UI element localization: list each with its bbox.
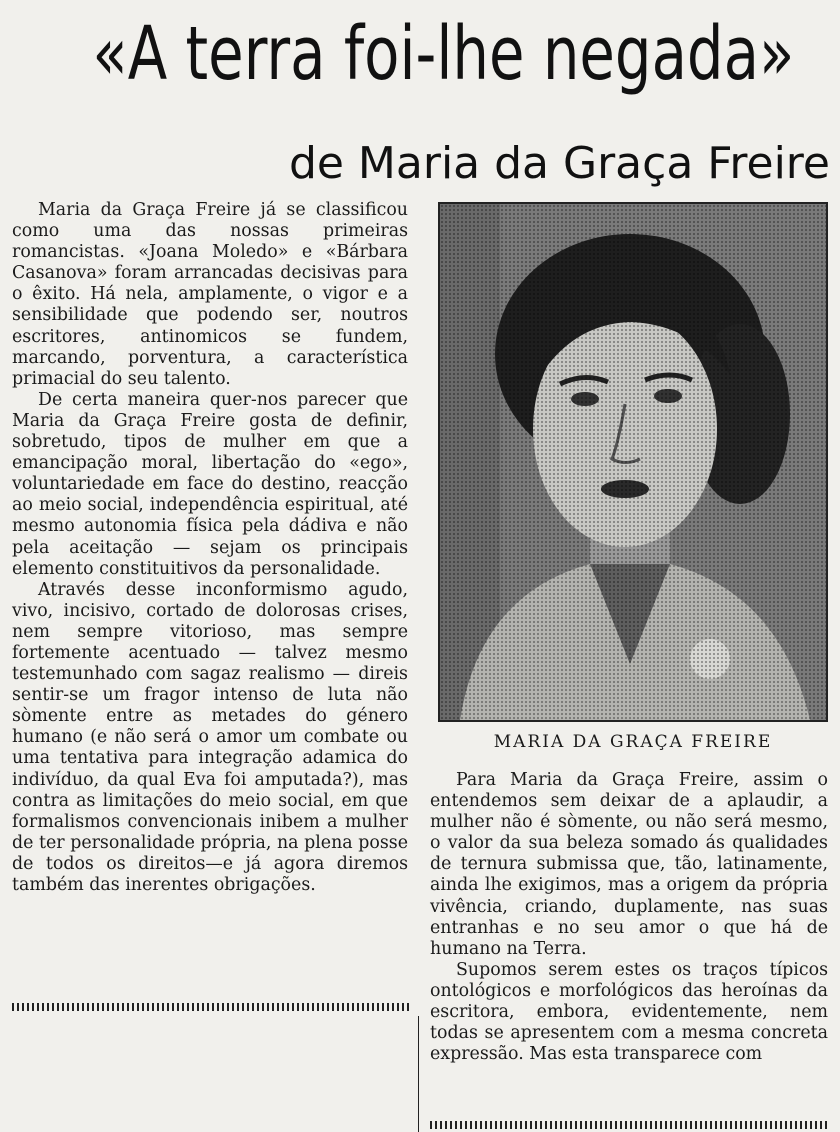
page-bottom-rule — [430, 1121, 828, 1129]
subheadline: de Maria da Graça Freire — [288, 138, 830, 189]
headline: «A terra foi-lhe negada» — [92, 11, 795, 97]
left-paragraph-2: De certa maneira quer-nos parecer que Maria da Graça Freire gosta de definir, sobretudo, tipos de mulher em que a emancipação moral, libertação do «ego», voluntariedade em face do destino, reacção ao meio social, independência espiritual, até mesmo autonomia física pela dádiva e não pela aceitação — sejam os principais elemento constituitivos da personalidade. — [12, 389, 408, 579]
left-paragraph-1: Maria da Graça Freire já se classificou como uma das nossas primeiras romancistas. «Joana Moledo» e «Bárbara Casanova» foram arrancadas decisivas para o êxito. Há nela, amplamente, o vigor e a sensibilidade que podendo ser, noutros escritores, antinomicos se fundem, marcando, porventura, a característica primacial do seu talento. — [12, 200, 408, 389]
right-column — [430, 770, 828, 1065]
column-end-rule — [12, 1003, 412, 1011]
photo-caption: MARIA DA GRAÇA FREIRE — [493, 732, 773, 752]
right-paragraph-1: Para Maria da Graça Freire, assim o entendemos sem deixar de a aplaudir, a mulher não é sòmente, ou não será mesmo, o valor da sua beleza somado ás qualidades de ternura submissa que, tão, latinamente, ainda lhe exigimos, mas a origem da própria vivência, criando, duplamente, nas suas entranhas e no seu amor o que há de humano na Terra. — [430, 770, 828, 959]
portrait-photo — [438, 202, 828, 722]
right-paragraph-2: Supomos serem estes os traços típicos ontológicos e morfológicos das heroínas da escritora, embora, evidentemente, nem todas se apresentem com a mesma concreta expressão. Mas esta transparece com — [430, 959, 828, 1065]
left-paragraph-3: Através desse inconformismo agudo, vivo, incisivo, cortado de dolorosas crises, nem sempre vitorioso, mas sempre fortemente acentuado — talvez mesmo testemunhado com sagaz realismo — direis sentir-se um fragor intenso de luta não sòmente entre as metades do género humano (e não será o amor um combate ou uma tentativa para integração adamica do indivíduo, da qual Eva foi amputada?), mas contra as limitações do meio social, em que formalismos convencionais inibem a mulher de ter personalidade própria, na plena posse de todos os direitos—e já agora diremos também das inerentes obrigações. — [12, 579, 408, 895]
column-divider — [418, 1016, 419, 1132]
left-column — [12, 200, 408, 896]
